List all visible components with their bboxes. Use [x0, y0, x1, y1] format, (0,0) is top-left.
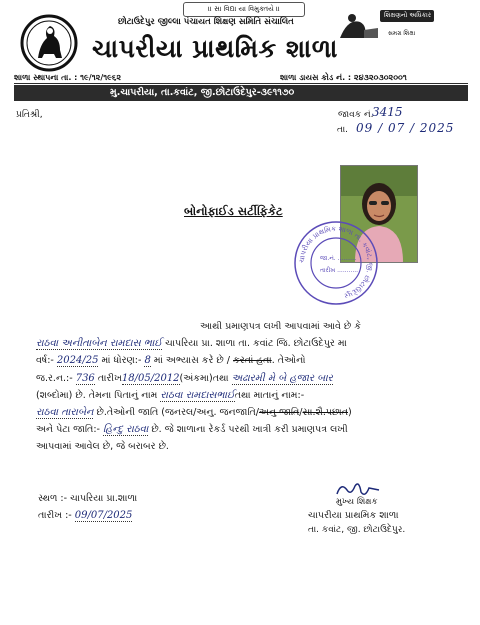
certificate-line-1: આથી પ્રમાણપત્ર લખી આપવામાં આવે છે કે — [200, 321, 361, 332]
caste-obc: સા.શૈ.પછાત — [302, 407, 349, 418]
stamp-center-line2: તારીખ ........... — [320, 267, 359, 274]
standard-rest: માં અભ્યાસ કરે છે / — [153, 355, 230, 366]
certificate-line-8: આપવામાં આવેલ છે, જે બરાબર છે. — [36, 441, 169, 452]
caste-prefix: છે.તેઓની જાતિ ( — [96, 407, 165, 418]
caste-sep: / — [299, 407, 303, 418]
footer-date-label: તારીખ :- — [38, 510, 72, 521]
place-label: સ્થળ :- ચાપરિયા પ્રા.શાળા — [38, 493, 138, 504]
subcaste-label: અને પેટા જાતિ:- — [36, 424, 100, 435]
established-date: શાળા સ્થાપના તા. : ૧૯/૧૨/૧૯૬૨ — [14, 73, 122, 82]
stamp-ring-text: ચાપરીયા પ્રાથમિક શાળા તા. કવાંટ, જી. છોટાઉદેપુર — [297, 224, 375, 300]
right-emblem-sub: સમગ્ર શિક્ષા — [388, 30, 416, 37]
words-label: (શબ્દોમા) — [36, 390, 73, 401]
header-tagline: ॥ સા વિદ્યા યા વિમુક્તયે ॥ — [183, 2, 305, 17]
right-emblem — [338, 8, 436, 48]
issue-date-label: તા. — [337, 125, 349, 135]
mother-label: તથા માતાનું નામ:- — [234, 390, 305, 401]
signatory-title: મુખ્ય શિક્ષક — [336, 497, 378, 507]
address-bar-rule — [14, 83, 468, 84]
their-label: . તેઓનો — [271, 355, 306, 366]
akama-label: (અંકમા)તથા — [179, 373, 229, 384]
certificate-title: બોનોફાઈડ સર્ટીફિકેટ — [184, 204, 283, 218]
dob-in-words: અઢારમી મે બે હજાર બાર — [231, 373, 333, 384]
signatory-address: તા. કવાંટ, જી. છોટાઉદેપુર. — [308, 525, 406, 535]
caste-st: અનુ જાતિ — [258, 407, 300, 418]
header-sub-title: છોટાઉદેપુર જીલ્લા પંચાયત શિક્ષણ સમિતિ સંચાલિત — [118, 17, 294, 27]
caste-close: ) — [348, 407, 352, 418]
inward-label: જાવક નં. — [338, 110, 374, 120]
signatory-school: ચાપરીયા પ્રાથમિક શાળા — [308, 510, 399, 521]
certificate-line-5 — [36, 390, 304, 401]
gr-number: 736 — [75, 373, 95, 384]
date-of-birth: 18/05/2012 — [121, 373, 180, 384]
prati-label: પ્રતિશ્રી, — [16, 110, 43, 120]
mother-name: રાઠવા તારાબેન — [36, 407, 94, 418]
footer-date-value: 09/07/2025 — [74, 510, 133, 521]
certificate-line-3 — [36, 355, 306, 366]
certificate-line-4 — [36, 373, 333, 384]
subcaste: હિન્દુ રાઠવા — [103, 424, 149, 435]
standard-label: માં ધોરણ:- — [101, 355, 142, 366]
stamp-center-line1: જા.નં. .......... — [320, 255, 357, 262]
academic-year: 2024/25 — [56, 355, 99, 366]
inward-number: 3415 — [372, 105, 403, 119]
school-address: મુ.ચાપરીયા, તા.કવાંટ, જી.છોટાઉદેપુર-૩૯૧૧૭૦ — [110, 87, 295, 98]
school-logo — [20, 14, 78, 72]
year-label: વર્ષ:- — [36, 355, 54, 366]
caste-general: જનરલ — [165, 407, 194, 418]
school-location-text: ચાપરિયા પ્રા. શાળા તા. કવાંટ જિ. છોટાઉદેપુર મા — [165, 338, 347, 349]
footer-date — [38, 510, 132, 521]
dise-code: શાળા ડાયસ કોડ નં. : ૨૪૩૨૦૩૦૨૦૦૧ — [280, 73, 407, 82]
record-text: છે. જે શાળાના રેકર્ડ પરથી ખાત્રી કરી પ્રમાણપત્ર લખી — [151, 424, 348, 435]
right-emblem-text: શિક્ષણનો અધિકાર — [384, 11, 432, 19]
father-label: છે. તેમના પિતાનું નામ — [75, 390, 158, 401]
issue-date-value: 09 / 07 / 2025 — [356, 121, 455, 135]
student-name: રાઠવા અનીતાબેન રામદાસ ભાઈ — [36, 338, 163, 349]
struck-text: કરતાં હતા — [233, 355, 272, 366]
grno-label: જ.ર.ન.:- — [36, 373, 73, 384]
school-stamp — [293, 220, 379, 306]
father-name: રાઠવા રામદાસભાઈ — [160, 390, 235, 401]
caste-sc: /અનુ. જનજાતિ/ — [193, 407, 259, 418]
certificate-line-6 — [36, 407, 352, 418]
certificate-line-7 — [36, 424, 348, 435]
standard: 8 — [144, 355, 151, 366]
certificate-line-2 — [36, 338, 347, 349]
dob-label: તારીખ — [97, 373, 122, 384]
school-name: ચાપરીયા પ્રાથમિક શાળા — [92, 34, 338, 63]
